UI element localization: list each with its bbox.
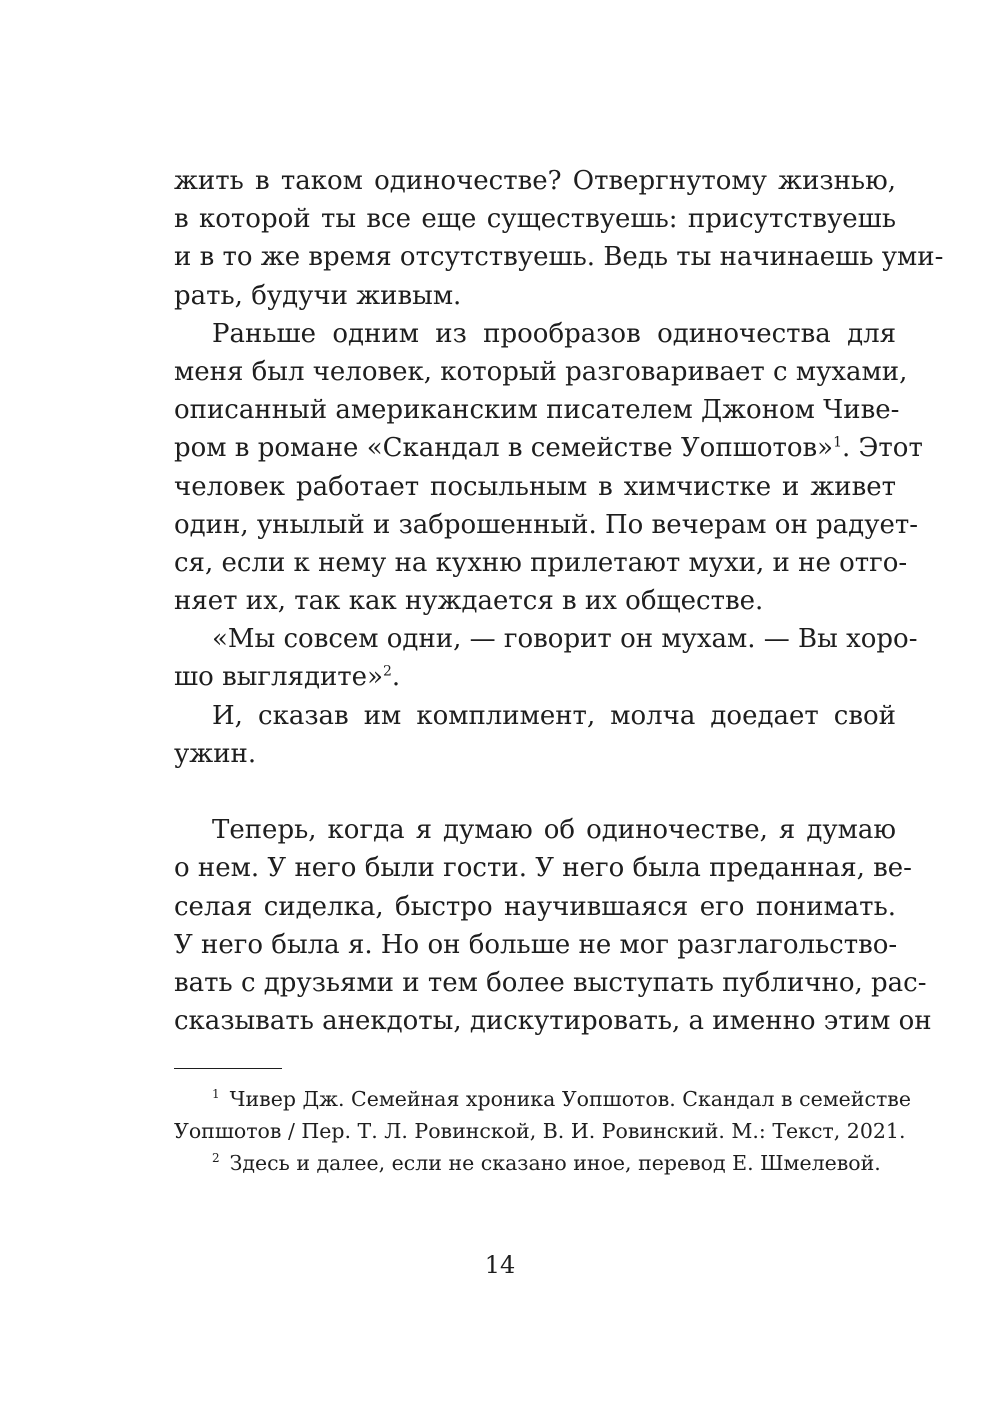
text-line: жить в таком одиночестве? Отвергнутому жизнью, bbox=[174, 166, 896, 196]
text-line: селая сиделка, быстро научившаяся его понимать. bbox=[174, 891, 896, 922]
text-line bbox=[174, 429, 923, 467]
footnote-text: Чивер Дж. Семейная хроника Уопшотов. Скандал в семействе bbox=[229, 1087, 911, 1111]
footnote-text: Здесь и далее, если не сказано иное, перевод Е. Шмелевой. bbox=[229, 1151, 881, 1175]
footnote-ref-2[interactable]: 2 bbox=[382, 663, 392, 680]
footnote-separator bbox=[174, 1068, 282, 1069]
text-line: Раньше одним из прообразов одиночества для bbox=[212, 318, 896, 349]
text-line: ся, если к нему на кухню прилетают мухи, и не отго- bbox=[174, 547, 908, 578]
text-line: вать с друзьями и тем более выступать публично, рас- bbox=[174, 967, 927, 998]
footnote-mark-1: 1 bbox=[212, 1087, 220, 1102]
footnote-1 bbox=[174, 1083, 911, 1115]
text-line: «Мы совсем одни, — говорит он мухам. — Вы хоро- bbox=[212, 624, 918, 655]
text-segment: . bbox=[391, 662, 401, 693]
text-line: и в то же время отсутствуешь. Ведь ты начинаешь уми- bbox=[174, 242, 944, 273]
text-line: человек работает посыльным в химчистке и живет bbox=[174, 471, 896, 502]
footnote-1-continued: Уопшотов / Пер. Т. Л. Ровинской, В. И. Ровинский. М.: Текст, 2021. bbox=[174, 1119, 906, 1143]
main-text bbox=[174, 162, 944, 1040]
footnote-ref-1[interactable]: 1 bbox=[833, 434, 842, 451]
text-segment: ром в романе «Скандал в семействе Уопшотов» bbox=[174, 433, 834, 464]
paragraph-1 bbox=[174, 162, 944, 315]
paragraph-5 bbox=[174, 811, 932, 1040]
text-line: описанный американским писателем Джоном Чиве- bbox=[174, 395, 900, 426]
paragraph-2 bbox=[174, 315, 923, 621]
text-line: сказывать анекдоты, дискутировать, а именно этим он bbox=[174, 1006, 932, 1037]
text-line: рать, будучи живым. bbox=[174, 280, 462, 311]
paragraph-4 bbox=[174, 697, 896, 773]
text-line: няет их, так как нуждается в их обществе. bbox=[174, 586, 764, 617]
text-segment: шо выглядите» bbox=[174, 662, 383, 693]
text-line: в которой ты все еще существуешь: присутствуешь bbox=[174, 204, 896, 235]
text-line bbox=[174, 658, 896, 696]
page-number: 14 bbox=[484, 1251, 516, 1279]
text-line: о нем. У него были гости. У него была преданная, ве- bbox=[174, 853, 912, 884]
text-line: ужин. bbox=[174, 738, 257, 769]
footnote-2 bbox=[174, 1147, 896, 1179]
text-line: И, сказав им комплимент, молча доедает свой bbox=[212, 700, 896, 731]
text-segment: . Этот bbox=[842, 433, 923, 464]
text-line: У него была я. Но он больше не мог разглагольство- bbox=[174, 929, 898, 960]
text-line: меня был человек, который разговаривает с мухами, bbox=[174, 356, 908, 387]
footnote-mark-2: 2 bbox=[212, 1151, 220, 1166]
footnotes bbox=[174, 1083, 911, 1179]
text-line: Теперь, когда я думаю об одиночестве, я думаю bbox=[212, 815, 896, 846]
text-line: один, унылый и заброшенный. По вечерам он радует- bbox=[174, 509, 919, 540]
section-break bbox=[174, 773, 896, 811]
paragraph-3 bbox=[174, 620, 918, 696]
